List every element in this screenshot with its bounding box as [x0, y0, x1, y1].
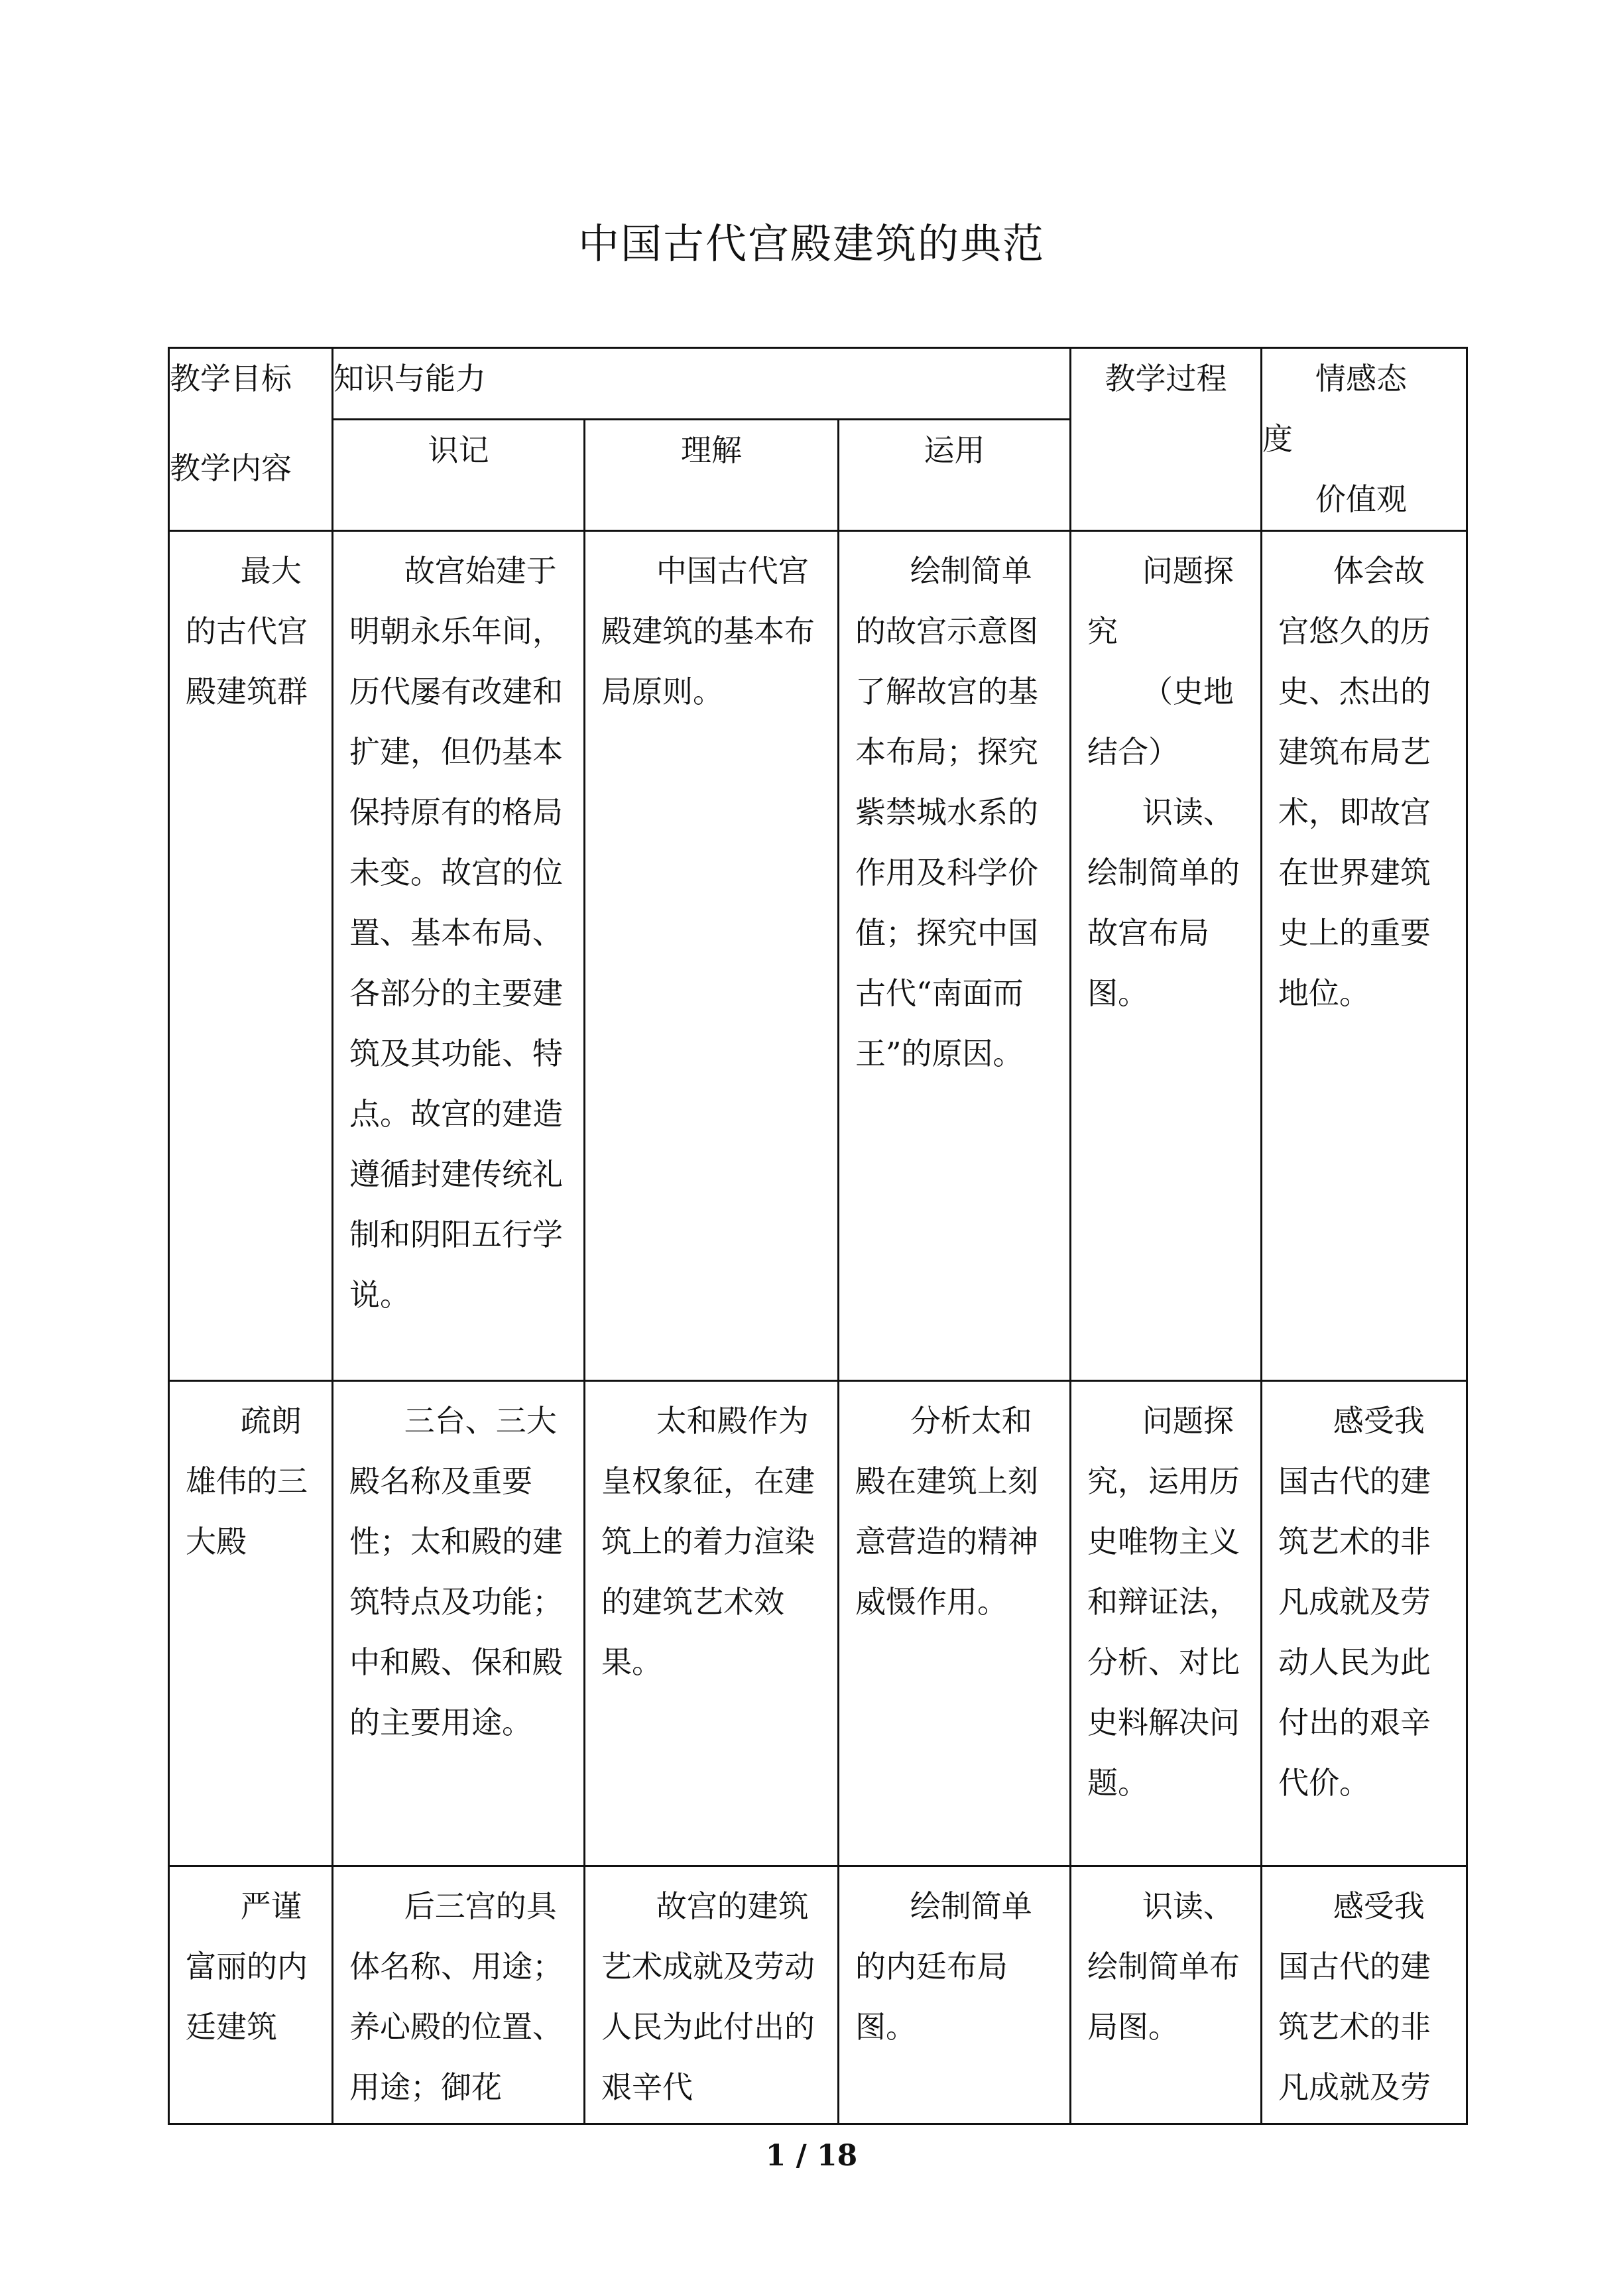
row1-memorize: 故宫始建于明朝永乐年间，历代屡有改建和扩建，但仍基本保持原有的格局未变。故宫的位置、基本布局、各部分的主要建筑及其功能、特点。故宫的建造遵循封建传统礼制和阴阳五行学说。 [349, 553, 563, 1313]
header-apply: 运用 [839, 419, 1071, 530]
row3-process: 识读、绘制简单布局图。 [1087, 1888, 1240, 2045]
header-understand: 理解 [585, 419, 839, 530]
row3-content: 严谨富丽的内廷建筑 [186, 1888, 308, 2045]
row1-understand: 中国古代宫殿建筑的基本布局原则。 [601, 553, 815, 709]
row1-content: 最大的古代宫殿建筑群 [186, 553, 308, 709]
header-teaching-content: 教学内容 [170, 450, 292, 486]
row3-understand: 故宫的建筑艺术成就及劳动人民为此付出的艰辛代 [601, 1888, 815, 2105]
row2-memorize: 三台、三大殿名称及重要性；太和殿的建筑特点及功能；中和殿、保和殿的主要用途。 [349, 1403, 563, 1740]
row3-emotion: 感受我国古代的建筑艺术的非凡成就及劳 [1278, 1888, 1431, 2105]
row3-memorize: 后三宫的具体名称、用途；养心殿的位置、用途；御花 [349, 1888, 563, 2105]
header-corner-cell [169, 348, 333, 531]
row1-process-p2: （史地结合） [1087, 674, 1234, 770]
header-emotion-line3: 价值观 [1315, 481, 1408, 517]
header-emotion-line1: 情感态 [1315, 361, 1408, 396]
document-title: 中国古代宫殿建筑的典范 [577, 219, 1045, 268]
row1-apply: 绘制简单的故宫示意图了解故宫的基本布局；探究紫禁城水系的作用及科学价值；探究中国古代“南面而王”的原因。 [855, 553, 1038, 1071]
header-memorize: 识记 [333, 419, 585, 530]
row2-emotion: 感受我国古代的建筑艺术的非凡成就及劳动人民为此付出的艰辛代价。 [1278, 1403, 1431, 1801]
row2-process: 问题探究，运用历史唯物主义和辩证法，分析、对比史料解决问题。 [1087, 1403, 1240, 1801]
row2-content: 疏朗雄伟的三大殿 [186, 1403, 308, 1559]
header-emotion-line2: 度 [1262, 421, 1293, 457]
page-number: 1 / 18 [765, 2139, 858, 2173]
row2-apply: 分析太和殿在建筑上刻意营造的精神威慑作用。 [855, 1403, 1038, 1620]
header-knowledge-ability: 知识与能力 [333, 348, 1071, 420]
row2-understand: 太和殿作为皇权象征，在建筑上的着力渲染的建筑艺术效果。 [601, 1403, 815, 1680]
row1-emotion: 体会故宫悠久的历史、杰出的建筑布局艺术，即故宫在世界建筑史上的重要地位。 [1278, 553, 1431, 1011]
lesson-plan-table [168, 347, 1468, 2125]
header-row-1 [169, 348, 1467, 420]
header-teaching-process: 教学过程 [1071, 348, 1262, 531]
row1-process-p3: 识读、绘制简单的故宫布局图。 [1087, 794, 1240, 1011]
header-emotion-values [1262, 348, 1467, 531]
table-row [169, 1381, 1467, 1866]
row1-process-p1: 问题探究 [1087, 553, 1234, 649]
table-row [169, 531, 1467, 1381]
table-row [169, 1866, 1467, 2124]
header-teaching-goal: 教学目标 [170, 361, 292, 396]
row3-apply: 绘制简单的内廷布局图。 [855, 1888, 1032, 2045]
